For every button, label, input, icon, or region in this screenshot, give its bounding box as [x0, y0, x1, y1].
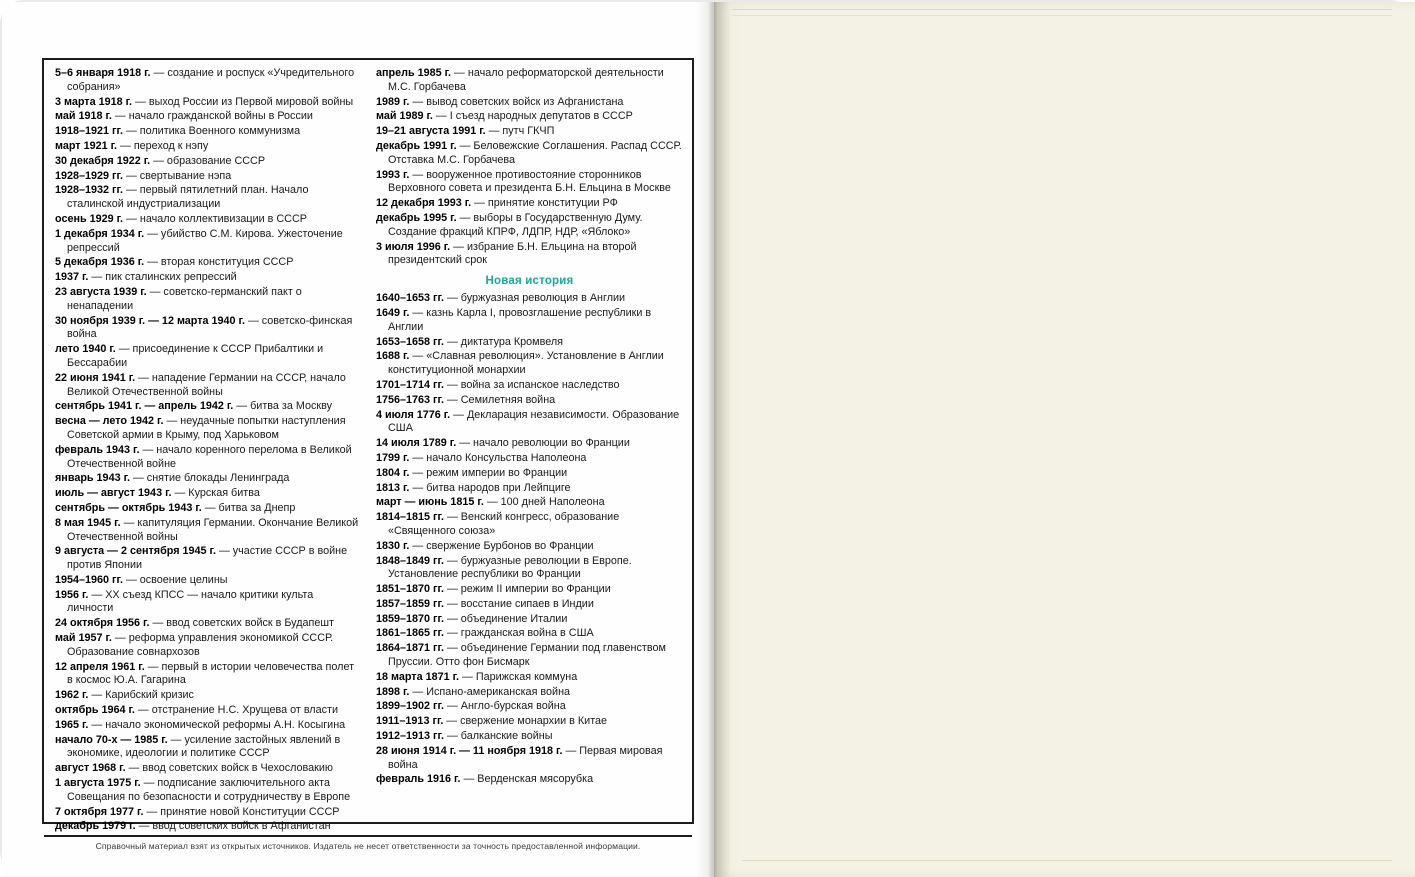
entry-date: декабрь 1991 г. — [376, 139, 457, 152]
entry-date: 1861–1865 гг. — [376, 627, 444, 640]
entry-date: 1912–1913 гг. — [376, 730, 444, 743]
entry-date: декабрь 1995 г. — [376, 211, 457, 224]
timeline-entry: февраль 1943 г. — начало коренного перелома в Великой Отечественной войне — [55, 443, 352, 470]
timeline-entry: 1956 г. — XX съезд КПСС — начало критики культа личности — [55, 588, 314, 615]
entry-date: февраль 1916 г. — [376, 773, 461, 786]
entry-date: 30 ноября 1939 г. — 12 марта 1940 г. — [55, 314, 245, 327]
entry-date: 1848–1849 гг. — [376, 554, 444, 567]
entry-date: 28 июня 1914 г. — 11 ноября 1918 г. — [376, 744, 563, 757]
entry-date: январь 1943 г. — [55, 472, 130, 485]
entry-date: осень 1929 г. — [55, 212, 124, 225]
entry-date: 1898 г. — [376, 685, 410, 698]
entry-date: 1954–1960 гг. — [55, 573, 123, 586]
entry-date: 1649 г. — [376, 306, 410, 319]
entry-date: 18 марта 1871 г. — [376, 670, 460, 683]
entry-date: май 1957 г. — [55, 632, 112, 645]
entry-date: 3 марта 1918 г. — [55, 95, 133, 108]
entry-date: 9 августа — 2 сентября 1945 г. — [55, 545, 216, 558]
timeline-entry: лето 1940 г. — присоединение к СССР Прибалтики и Бессарабии — [55, 343, 324, 369]
timeline-russia-continued — [376, 67, 683, 268]
timeline-new-history — [376, 292, 683, 787]
timeline-entry: 14 июля 1789 г. — начало революции во Франции — [376, 437, 630, 450]
page-edge-top — [732, 9, 1392, 16]
entry-date: 1 декабря 1934 г. — [55, 227, 145, 240]
entry-date: 1701–1714 гг. — [376, 378, 444, 391]
entry-date: май 1989 г. — [376, 110, 433, 123]
left-page — [2, 2, 714, 877]
timeline-entry: март 1921 г. — переход к нэпу — [55, 139, 209, 152]
entry-date: 23 августа 1939 г. — [55, 285, 147, 298]
entry-date: август 1968 г. — [55, 762, 126, 775]
timeline-entry: 5–6 января 1918 г. — создание и роспуск «Учредительного собрания» — [55, 67, 355, 93]
timeline-entry: 1 августа 1975 г. — подписание заключительного акта Совещания по безопасности и сотрудничеству в Европе — [55, 777, 351, 803]
entry-date: 1911–1913 гг. — [376, 715, 444, 728]
timeline-entry: 1898 г. — Испано-американская война — [376, 685, 571, 698]
timeline-entry: 1859–1870 гг. — объединение Италии — [376, 612, 568, 625]
timeline-entry: 24 октября 1956 г. — ввод советских войск в Будапешт — [55, 617, 334, 630]
entry-date: начало 70-х — 1985 г. — [55, 733, 168, 746]
entry-date: 4 июля 1776 г. — [376, 408, 451, 421]
timeline-entry: сентябрь — октябрь 1943 г. — битва за Днепр — [55, 501, 296, 514]
timeline-entry: 1830 г. — свержение Бурбонов во Франции — [376, 539, 594, 552]
entry-date: 1830 г. — [376, 539, 410, 552]
timeline-entry: 1928–1932 гг. — первый пятилетний план. Начало сталинской индустриализации — [55, 184, 309, 211]
entry-date: 1814–1815 гг. — [376, 511, 444, 524]
timeline-entry: начало 70-х — 1985 г. — усиление застойных явлений в экономике, идеологии и политике СССР — [55, 733, 341, 760]
timeline-entry: 1 декабря 1934 г. — убийство С.М. Кирова. Ужесточение репрессий — [55, 227, 343, 254]
entry-date: 1804 г. — [376, 466, 410, 479]
entry-date: март 1921 г. — [55, 139, 118, 152]
timeline-entry: 1851–1870 гг. — режим II империи во Франции — [376, 583, 611, 596]
entry-date: июль — август 1943 г. — [55, 487, 172, 500]
entry-date: весна — лето 1942 г. — [55, 415, 164, 428]
entry-date: февраль 1943 г. — [55, 443, 140, 456]
entry-date: декабрь 1979 г. — [55, 820, 136, 833]
entry-date: 1993 г. — [376, 168, 410, 181]
timeline-entry: 1962 г. — Карибский кризис — [55, 689, 194, 702]
timeline-entry: 1864–1871 гг. — объединение Германии под главенством Пруссии. Отто фон Бисмарк — [376, 642, 666, 669]
entry-date: 5–6 января 1918 г. — [55, 67, 151, 79]
entry-date: 1688 г. — [376, 350, 410, 363]
timeline-entry: декабрь 1991 г. — Беловежские Соглашения. Распад СССР. Отставка М.С. Горбачева — [376, 139, 682, 166]
timeline-entry: октябрь 1964 г. — отстранение Н.С. Хрущева от власти — [55, 704, 338, 717]
entry-date: май 1918 г. — [55, 110, 112, 123]
entry-date: 14 июля 1789 г. — [376, 437, 457, 450]
disclaimer-text: Справочный материал взят из открытых источников. Издатель не несет ответственности за точность предоставленной информации. — [44, 835, 692, 856]
entry-date: 1640–1653 гг. — [376, 292, 444, 305]
timeline-entry: 1937 г. — пик сталинских репрессий — [55, 271, 237, 284]
timeline-entry: апрель 1985 г. — начало реформаторской деятельности М.С. Горбачева — [376, 67, 664, 93]
timeline-entry: 1911–1913 гг. — свержение монархии в Китае — [376, 715, 608, 728]
timeline-entry: 1857–1859 гг. — восстание сипаев в Индии — [376, 597, 594, 610]
timeline-entry: 1899–1902 гг. — Англо-бурская война — [376, 700, 566, 713]
timeline-entry: 1756–1763 гг. — Семилетняя война — [376, 393, 556, 406]
section-title-new-history: Новая история — [485, 275, 574, 288]
entry-date: 1918–1921 гг. — [55, 125, 123, 138]
timeline-entry: декабрь 1995 г. — выборы в Государственную Думу. Создание фракций КПРФ, ЛДПР, НДР, «Яблоко» — [376, 211, 643, 238]
timeline-entry: осень 1929 г. — начало коллективизации в СССР — [55, 212, 307, 225]
timeline-column-russia — [55, 67, 362, 835]
timeline-entry: 1640–1653 гг. — буржуазная революция в Англии — [376, 292, 626, 305]
timeline-entry: 1701–1714 гг. — война за испанское наследство — [376, 378, 620, 391]
timeline-entry: сентябрь 1941 г. — апрель 1942 г. — битва за Москву — [55, 400, 332, 413]
timeline-entry: 1954–1960 гг. — освоение целины — [55, 573, 228, 586]
entry-date: 24 октября 1956 г. — [55, 617, 150, 630]
timeline-entry: 28 июня 1914 г. — 11 ноября 1918 г. — Первая мировая война — [376, 744, 663, 771]
entry-date: 1851–1870 гг. — [376, 583, 444, 596]
timeline-entry: 1928–1929 гг. — свертывание нэпа — [55, 169, 232, 182]
timeline-entry: август 1968 г. — ввод советских войск в Чехословакию — [55, 762, 334, 775]
timeline-entry: 7 октября 1977 г. — принятие новой Конституции СССР — [55, 805, 340, 818]
timeline-entry: 1965 г. — начало экономической реформы А.Н. Косыгина — [55, 718, 346, 731]
timeline-entry: май 1918 г. — начало гражданской войны в России — [55, 110, 313, 123]
timeline-entry: 1912–1913 гг. — балканские войны — [376, 730, 553, 743]
entry-date: 5 декабря 1936 г. — [55, 256, 145, 269]
timeline-entry: 12 декабря 1993 г. — принятие конституции РФ — [376, 197, 618, 210]
book-spine — [696, 2, 730, 877]
entry-date: 19–21 августа 1991 г. — [376, 125, 486, 138]
timeline-entry: 3 марта 1918 г. — выход России из Первой мировой войны — [55, 95, 354, 108]
timeline-entry: 1813 г. — битва народов при Лейпциге — [376, 481, 571, 494]
timeline-entry: декабрь 1979 г. — ввод советских войск в Афганистан — [55, 820, 331, 833]
entry-date: 7 октября 1977 г. — [55, 805, 144, 818]
timeline-entry: 1861–1865 гг. — гражданская война в США — [376, 627, 594, 640]
timeline-entry: 8 мая 1945 г. — капитуляция Германии. Окончание Великой Отечественной войны — [55, 516, 359, 543]
entry-date: апрель 1985 г. — [376, 67, 452, 79]
timeline-entry: 1993 г. — вооруженное противостояние сторонников Верховного совета и президента Б.Н. Ельцина в Москве — [376, 168, 671, 195]
timeline-entry: 1653–1658 гг. — диктатура Кромвеля — [376, 335, 564, 348]
timeline-entry: 3 июля 1996 г. — избрание Б.Н. Ельцина на второй президентский срок — [376, 240, 637, 267]
timeline-entry: 1989 г. — вывод советских войск из Афганистана — [376, 95, 624, 108]
entry-date: 1813 г. — [376, 481, 410, 494]
timeline-entry: 1814–1815 гг. — Венский конгресс, образование «Священного союза» — [376, 511, 620, 537]
entry-date: 1 августа 1975 г. — [55, 777, 141, 790]
timeline-column-right — [376, 67, 683, 835]
right-page-blank — [714, 2, 1415, 877]
timeline-entry: 5 декабря 1936 г. — вторая конституция СССР — [55, 256, 294, 269]
timeline-entry: 30 ноября 1939 г. — 12 марта 1940 г. — советско-финская война — [55, 314, 353, 341]
entry-date: 12 декабря 1993 г. — [376, 197, 472, 210]
entry-date: сентябрь 1941 г. — апрель 1942 г. — [55, 400, 234, 413]
timeline-entry: 18 марта 1871 г. — Парижская коммуна — [376, 670, 578, 683]
entry-date: 1899–1902 гг. — [376, 700, 444, 713]
entry-date: октябрь 1964 г. — [55, 704, 135, 717]
timeline-box — [42, 58, 694, 852]
timeline-entry: июль — август 1943 г. — Курская битва — [55, 487, 260, 500]
timeline-entry: 1918–1921 гг. — политика Военного коммунизма — [55, 125, 301, 138]
entry-date: 30 декабря 1922 г. — [55, 154, 151, 167]
timeline-entry: 1649 г. — казнь Карла I, провозглашение республики в Англии — [376, 306, 652, 333]
entry-date: сентябрь — октябрь 1943 г. — [55, 501, 202, 514]
entry-date: 1956 г. — [55, 588, 89, 601]
timeline-entry: 1799 г. — начало Консульства Наполеона — [376, 451, 587, 464]
entry-date: 1928–1929 гг. — [55, 169, 123, 182]
entry-date: 22 июня 1941 г. — [55, 371, 136, 384]
timeline-entry: 1688 г. — «Славная революция». Установление в Англии конституционной монархии — [376, 350, 664, 377]
entry-date: 1965 г. — [55, 718, 89, 731]
timeline-entry: 22 июня 1941 г. — нападение Германии на СССР, начало Великой Отечественной войны — [55, 371, 346, 398]
timeline-entry: март — июнь 1815 г. — 100 дней Наполеона — [376, 496, 605, 509]
timeline-entry: 4 июля 1776 г. — Декларация независимости. Образование США — [376, 408, 680, 435]
timeline-entry: 19–21 августа 1991 г. — путч ГКЧП — [376, 125, 555, 138]
timeline-entry: февраль 1916 г. — Верденская мясорубка — [376, 773, 594, 786]
timeline-entry: 30 декабря 1922 г. — образование СССР — [55, 154, 266, 167]
entry-date: 1799 г. — [376, 451, 410, 464]
entry-date: 1756–1763 гг. — [376, 393, 444, 406]
entry-date: 12 апреля 1961 г. — [55, 660, 145, 673]
entry-date: 1859–1870 гг. — [376, 612, 444, 625]
timeline-entry: январь 1943 г. — снятие блокады Ленинграда — [55, 472, 290, 485]
entry-date: 1989 г. — [376, 95, 410, 108]
entry-date: 3 июля 1996 г. — [376, 240, 451, 253]
timeline-entry: май 1989 г. — I съезд народных депутатов в СССР — [376, 110, 633, 123]
timeline-entry: май 1957 г. — реформа управления экономикой СССР. Образование совнархозов — [55, 632, 334, 658]
entry-date: 1962 г. — [55, 689, 89, 702]
entry-date: 1928–1932 гг. — [55, 184, 123, 197]
entry-date: 1864–1871 гг. — [376, 642, 444, 655]
page-edge-bottom — [742, 860, 1392, 863]
timeline-entry: весна — лето 1942 г. — неудачные попытки наступления Советской армии в Крыму, под Харьковом — [55, 415, 346, 441]
timeline-entry: 1804 г. — режим империи во Франции — [376, 466, 568, 479]
entry-date: 1653–1658 гг. — [376, 335, 444, 348]
entry-date: март — июнь 1815 г. — [376, 496, 484, 509]
timeline-entry: 23 августа 1939 г. — советско-германский пакт о ненападении — [55, 285, 302, 312]
entry-date: лето 1940 г. — [55, 343, 116, 356]
timeline-entry: 1848–1849 гг. — буржуазные революции в Европе. Установление республики во Франции — [376, 554, 632, 581]
entry-date: 1937 г. — [55, 271, 89, 284]
timeline-entry: 9 августа — 2 сентября 1945 г. — участие СССР в войне против Японии — [55, 545, 348, 572]
entry-date: 8 мая 1945 г. — [55, 516, 121, 529]
timeline-entry: 12 апреля 1961 г. — первый в истории человечества полет в космос Ю.А. Гагарина — [55, 660, 355, 687]
entry-date: 1857–1859 гг. — [376, 597, 444, 610]
timeline-columns — [55, 67, 683, 835]
